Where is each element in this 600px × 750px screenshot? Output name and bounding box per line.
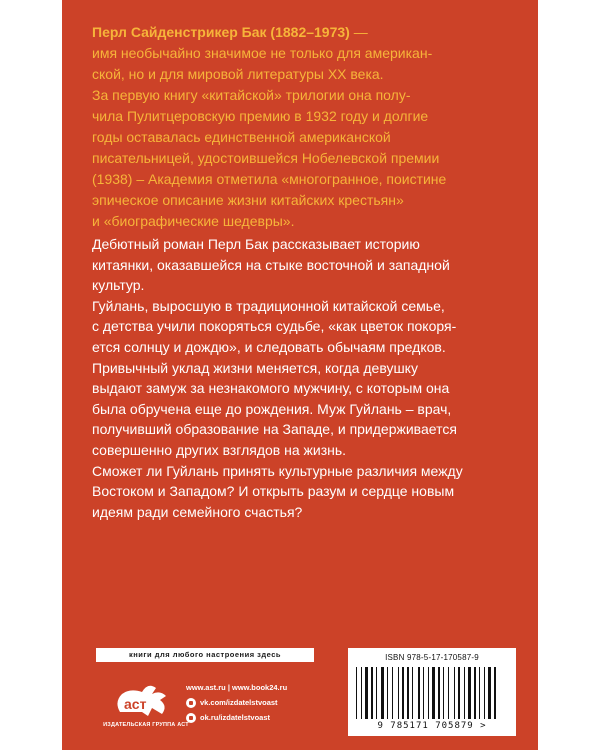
- barcode-bar: [443, 667, 444, 719]
- vk-link[interactable]: [186, 695, 336, 710]
- barcode-bar: [474, 667, 476, 719]
- intro-line: (1938) – Академия отметила «многогранное, поистине: [92, 171, 447, 187]
- synopsis-line: культур.: [92, 277, 145, 294]
- barcode-bar: [488, 667, 491, 719]
- synopsis-line: совершенно других взглядов на жизнь.: [92, 441, 347, 458]
- isbn-number: ISBN 978-5-17-170587-9: [385, 653, 479, 662]
- barcode-icon: [356, 667, 508, 719]
- intro-line: ской, но и для мировой литературы XX века.: [92, 66, 384, 82]
- barcode-bar: [371, 667, 373, 719]
- barcode-bar: [484, 667, 485, 719]
- synopsis-line: Привычный уклад жизни меняется, когда девушку: [92, 359, 418, 376]
- intro-line: и «биографические шедевры».: [92, 213, 295, 229]
- barcode-bar: [365, 667, 368, 719]
- barcode-bar: [361, 667, 362, 719]
- barcode-bar: [376, 667, 377, 719]
- barcode-bar: [381, 667, 384, 719]
- logo-lettering: аст: [124, 696, 147, 712]
- ast-logo-icon: [112, 672, 180, 720]
- intro-line: писательницей, удостоившейся Нобелевской премии: [92, 150, 440, 166]
- synopsis-line: идеям ради семейного счастья?: [92, 503, 303, 520]
- synopsis-line: получивший образование на Западе, и придерживается: [92, 421, 457, 438]
- barcode-bar: [418, 667, 420, 719]
- barcode-bar: [448, 667, 449, 719]
- barcode-bar: [432, 667, 435, 719]
- publisher-links: [186, 680, 336, 725]
- publisher-name: ИЗДАТЕЛЬСКАЯ ГРУППА АСТ: [103, 722, 189, 728]
- ok-icon: [186, 713, 196, 723]
- synopsis-line: Востоком и Западом? И открыть разум и сердце новым: [92, 483, 455, 500]
- intro-line: За первую книгу «китайской» трилогии она полу-: [92, 87, 411, 103]
- barcode-bar: [423, 667, 424, 719]
- tagline-strip: книги для любого настроения здесь: [96, 648, 314, 662]
- ok-link[interactable]: [186, 710, 336, 725]
- barcode-bar: [464, 667, 465, 719]
- barcode-bar: [356, 667, 357, 719]
- barcode-bar: [428, 667, 429, 719]
- synopsis-line: выдают замуж за незнакомого мужчину, с которым она: [92, 380, 450, 397]
- barcode-bar: [412, 667, 413, 719]
- vk-icon: [186, 698, 196, 708]
- synopsis-line: Дебютный роман Перл Бак рассказывает историю: [92, 236, 420, 252]
- websites-link[interactable]: www.ast.ru | www.book24.ru: [186, 683, 288, 692]
- barcode-bar: [392, 667, 393, 719]
- synopsis-line: китаянки, оказавшейся на стыке восточной и западной: [92, 256, 450, 273]
- barcode-bar: [454, 667, 455, 719]
- synopsis-line: была обручена еще до рождения. Муж Гуйлань – врач,: [92, 400, 452, 417]
- intro-line: чила Пулитцеровскую премию в 1932 году и долгие: [92, 108, 429, 124]
- barcode-bar: [398, 667, 399, 719]
- synopsis-line: с детства учили покоряться судьбе, «как цветок покоря-: [92, 318, 457, 335]
- barcode-bar: [458, 667, 460, 719]
- barcode-bar: [468, 667, 471, 719]
- barcode-bar: [494, 667, 496, 719]
- barcode-bar: [479, 667, 480, 719]
- isbn-barcode-block: [348, 648, 516, 736]
- synopsis-line: ется солнцу и дождю», и следовать обычаям предков.: [92, 338, 446, 355]
- barcode-bar: [402, 667, 404, 719]
- barcode-bar: [407, 667, 409, 719]
- author-name-dash: —: [349, 24, 368, 40]
- publisher-logo: [96, 672, 196, 734]
- synopsis-line: Сможет ли Гуйлань принять культурные различия между: [92, 462, 463, 479]
- ok-link-text: ok.ru/izdatelstvoast: [200, 713, 271, 722]
- vk-link-text: vk.com/izdatelstvoast: [200, 698, 278, 707]
- barcode-digits: 9 785171 705879 >: [377, 721, 487, 731]
- intro-line: эпическое описание жизни китайских крестьян»: [92, 192, 404, 208]
- book-back-cover: [62, 0, 538, 750]
- barcode-bar: [438, 667, 440, 719]
- intro-line: годы оставалась единственной американской: [92, 129, 391, 145]
- synopsis-line: Гуйлань, выросшую в традиционной китайской семье,: [92, 297, 445, 314]
- barcode-bar: [387, 667, 388, 719]
- author-name: Перл Сайденстрикер Бак (1882–1973): [92, 24, 350, 40]
- book-synopsis: [92, 234, 512, 522]
- intro-line: имя необычайно значимое не только для американ-: [92, 45, 433, 61]
- author-intro: [92, 22, 522, 232]
